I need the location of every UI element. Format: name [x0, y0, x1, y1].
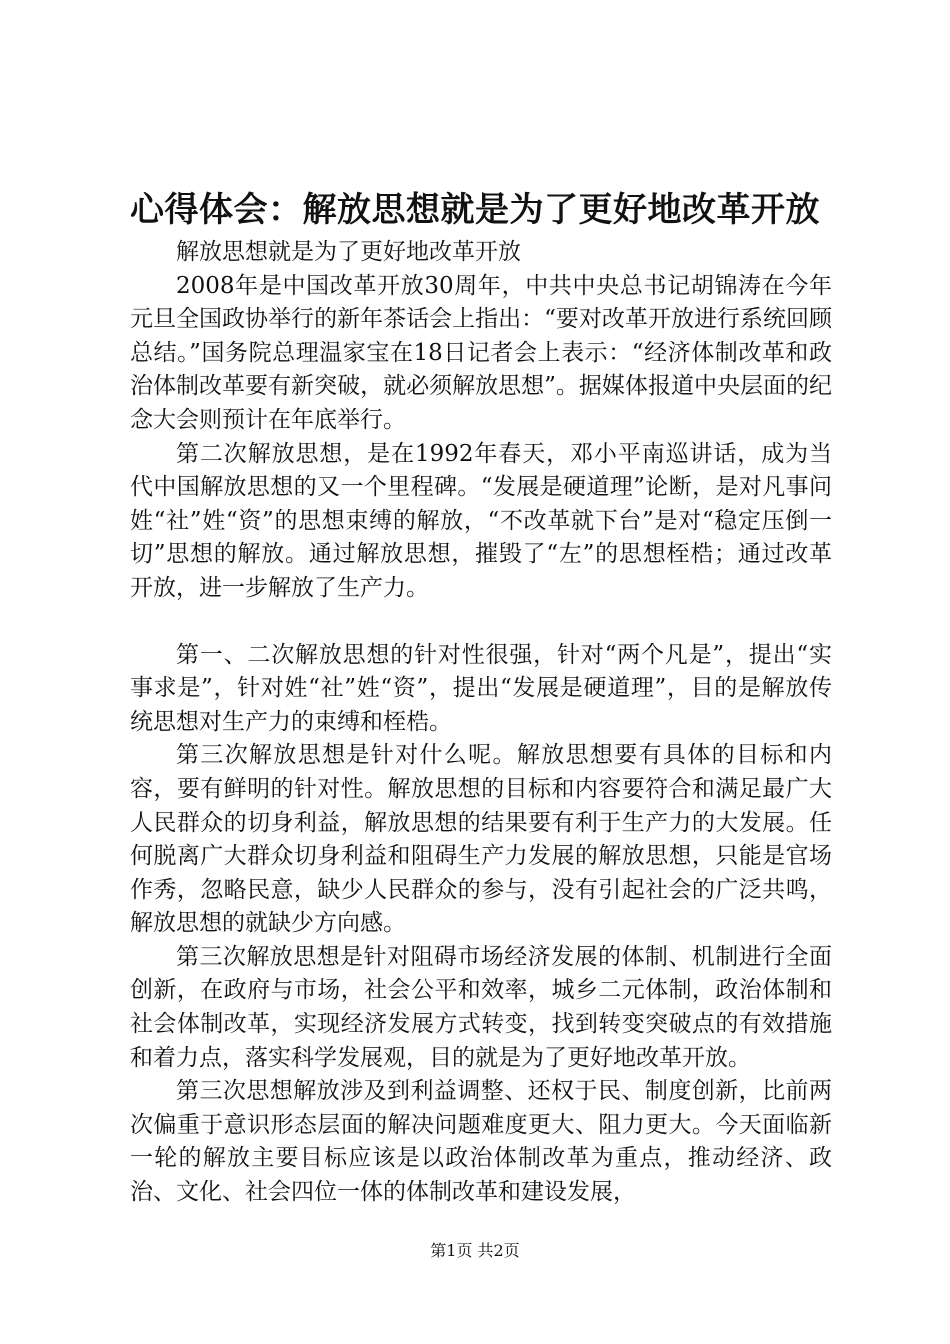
paragraph-third-liberation-reform: 第三次解放思想是针对阻碍市场经济发展的体制、机制进行全面创新，在政府与市场，社会公平和效率，城乡二元体制，政治体制和社会体制改革，实现经济发展方式转变，找到转变突破点的有效措施和着力点，落实科学发展观，目的就是为了更好地改革开放。 [130, 943, 832, 1071]
paragraph-intro: 2008年是中国改革开放30周年，中共中央总书记胡锦涛在今年元旦全国政协举行的新年茶话会上指出：“要对改革开放进行系统回顾总结。”国务院总理温家宝在18日记者会上表示：“经济体制改革和政治体制改革要有新突破，就必须解放思想”。据媒体报道中央层面的纪念大会则预计在年底举行。 [130, 272, 832, 433]
paragraph-subtitle: 解放思想就是为了更好地改革开放 [176, 239, 521, 265]
paragraph-first-second-liberation: 第一、二次解放思想的针对性很强，针对“两个凡是”，提出“实事求是”，针对姓“社”姓“资”，提出“发展是硬道理”，目的是解放传统思想对生产力的束缚和桎梏。 [130, 641, 832, 735]
document-body [130, 236, 832, 1210]
paragraph-third-liberation-difficulty: 第三次思想解放涉及到利益调整、还权于民、制度创新，比前两次偏重于意识形态层面的解决问题难度更大、阻力更大。今天面临新一轮的解放主要目标应该是以政治体制改革为重点，推动经济、政治、文化、社会四位一体的体制改革和建设发展， [130, 1078, 832, 1206]
paragraph-second-liberation: 第二次解放思想，是在1992年春天，邓小平南巡讲话，成为当代中国解放思想的又一个里程碑。“发展是硬道理”论断，是对凡事问姓“社”姓“资”的思想束缚的解放，“不改革就下台”是对“稳定压倒一切”思想的解放。通过解放思想，摧毁了“左”的思想桎梏；通过改革开放，进一步解放了生产力。 [130, 440, 832, 601]
document-title: 心得体会：解放思想就是为了更好地改革开放 [130, 190, 820, 230]
page-footer: 第1页 共2页 [430, 1241, 520, 1260]
paragraph-third-liberation-target: 第三次解放思想是针对什么呢。解放思想要有具体的目标和内容，要有鲜明的针对性。解放思想的目标和内容要符合和满足最广大人民群众的切身利益，解放思想的结果要有利于生产力的大发展。任何脱离广大群众切身利益和阻碍生产力发展的解放思想，只能是官场作秀，忽略民意，缺少人民群众的参与，没有引起社会的广泛共鸣，解放思想的就缺少方向感。 [130, 742, 832, 937]
